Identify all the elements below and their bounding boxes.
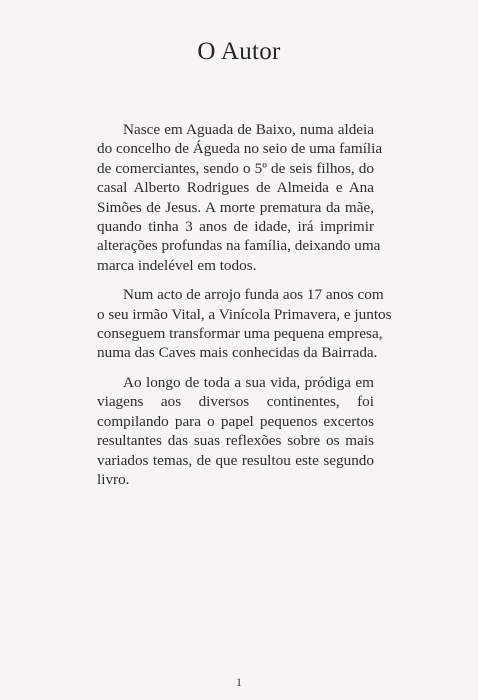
page-title: O Autor — [197, 38, 281, 65]
text-line: variados temas, de que resultou este segundo — [97, 451, 374, 469]
text-line: Ao longo de toda a sua vida, pródiga em — [123, 373, 374, 391]
text-line: Simões de Jesus. A morte prematura da mãe, — [97, 198, 374, 216]
text-line: livro. — [97, 470, 130, 488]
text-line: numa das Caves mais conhecidas da Bairrada. — [97, 344, 378, 362]
text-line: do concelho de Águeda no seio de uma família — [97, 140, 383, 158]
text-line: Nasce em Aguada de Baixo, numa aldeia — [123, 121, 374, 138]
text-line: alterações profundas na família, deixando uma — [97, 237, 381, 255]
page-number: 1 — [236, 675, 242, 689]
text-line: marca indelével em todos. — [97, 256, 257, 274]
text-line: Num acto de arrojo funda aos 17 anos com — [123, 286, 384, 304]
paragraph-1 — [97, 120, 383, 275]
body-text — [97, 120, 392, 499]
paragraph-3 — [97, 373, 374, 489]
text-line: viagens aos diversos continentes, foi — [97, 393, 374, 411]
text-line: de comerciantes, sendo o 5º de seis filhos, do — [97, 159, 374, 177]
text-line: o seu irmão Vital, a Vinícola Primavera, e juntos — [97, 305, 392, 323]
text-line: conseguem transformar uma pequena empresa, — [97, 325, 383, 343]
text-line: quando tinha 3 anos de idade, irá imprimir — [97, 218, 374, 236]
text-line: casal Alberto Rodrigues de Almeida e Ana — [97, 179, 374, 197]
text-line: compilando para o papel pequenos excertos — [97, 412, 374, 430]
text-line: resultantes das suas reflexões sobre os mais — [97, 432, 374, 450]
paragraph-2 — [97, 285, 392, 363]
